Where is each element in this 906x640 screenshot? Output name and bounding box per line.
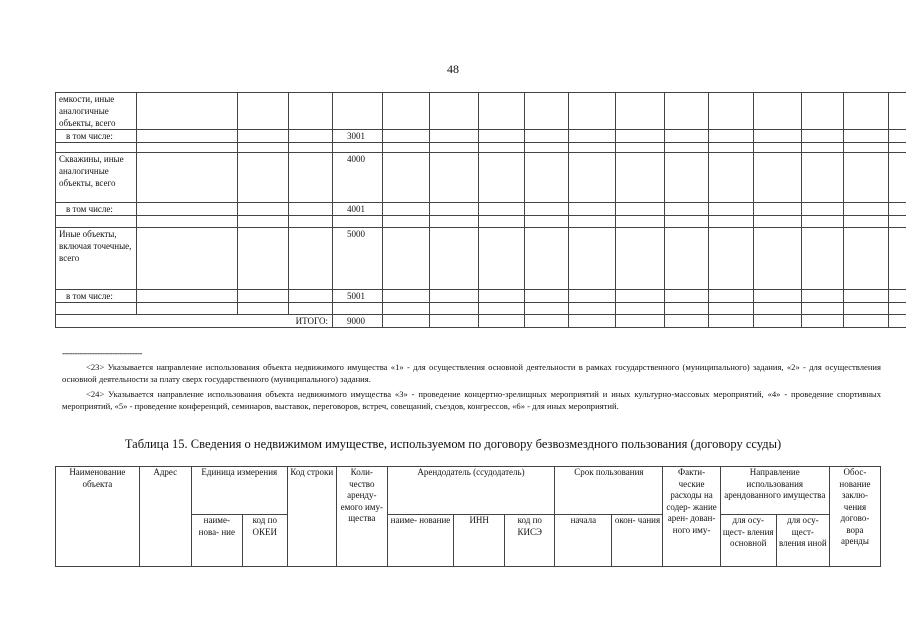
total-label: ИТОГО: (56, 315, 333, 328)
header-lessor-inn: ИНН (454, 515, 505, 567)
header-address: Адрес (139, 467, 191, 567)
table-15 (55, 466, 881, 567)
row-label: Скважины, иные аналогичные объекты, всего (56, 153, 137, 203)
header-unit: Единица измерения (191, 467, 287, 515)
total-code: 9000 (333, 315, 383, 328)
header-unit-name: наиме- нова- ние (191, 515, 242, 567)
row-code: 3001 (333, 130, 383, 143)
table-row (56, 203, 906, 216)
row-label: Иные объекты, включая точечные, всего (56, 228, 137, 290)
total-row (56, 315, 906, 328)
header-quantity: Коли- чество аренду- емого иму- щества (336, 467, 387, 567)
header-expenses: Факти- ческие расходы на содер- жание арен- дован- ного иму- (663, 467, 720, 567)
header-term-end: окон- чания (612, 515, 663, 567)
table-15-caption: Таблица 15. Сведения о недвижимом имуществе, используемом по договору безвозмездного пользования (договору ссуды) (124, 437, 782, 451)
header-justification: Обос- нование заклю- чения догово- вора аренды (829, 467, 880, 567)
header-direction-main: для осу- щест- вления основной (720, 515, 776, 567)
table-row (56, 153, 906, 203)
page-number: 48 (447, 62, 459, 76)
header-term: Срок пользования (555, 467, 663, 515)
header-lessor-name: наиме- нование (387, 515, 453, 567)
row-code: 4001 (333, 203, 383, 216)
row-code: 5000 (333, 228, 383, 290)
row-label: в том числе: (56, 130, 137, 143)
table-row (56, 303, 906, 315)
footnote-separator: -------------------------------- (62, 348, 142, 358)
header-lessor-kise: код по КИСЭ (505, 515, 555, 567)
header-unit-okei: код по ОКЕИ (242, 515, 287, 567)
table-row (56, 228, 906, 290)
footnote-23: <23> Указывается направление использования объекта недвижимого имущества «1» - для осуществления основной деятельности в рамках государственного (муниципального) задания, «2» - для осуществления основной деятельности за плату сверх государственного (муниципального) задания. (62, 362, 881, 384)
row-label: емкости, иные аналогичные объекты, всего (56, 93, 137, 130)
row-label: в том числе: (56, 203, 137, 216)
header-name: Наименование объекта (56, 467, 140, 567)
row-code (333, 93, 383, 130)
property-table-continued (55, 92, 906, 328)
header-direction-other: для осу- щест- вления иной (776, 515, 829, 567)
footnote-24: <24> Указывается направление использования объекта недвижимого имущества «3» - проведение концертно-зрелищных мероприятий и иных культурно-массовых мероприятий, «4» - проведение спортивных мероприятий, «5» - проведение конференций, семинаров, выставок, переговоров, встреч, совещаний, съездов, конгрессов, «6» - для иных мероприятий. (62, 389, 881, 411)
row-code: 4000 (333, 153, 383, 203)
table-row (56, 216, 906, 228)
header-row-code: Код строки (287, 467, 336, 567)
header-term-start: начала (555, 515, 612, 567)
header-row (56, 467, 881, 515)
row-code: 5001 (333, 290, 383, 303)
header-direction: Направление использования арендованного имущества (720, 467, 829, 515)
row-label: в том числе: (56, 290, 137, 303)
header-lessor: Арендодатель (ссудодатель) (387, 467, 554, 515)
table-row (56, 143, 906, 153)
table-row (56, 93, 906, 130)
table-row (56, 130, 906, 143)
table-row (56, 290, 906, 303)
